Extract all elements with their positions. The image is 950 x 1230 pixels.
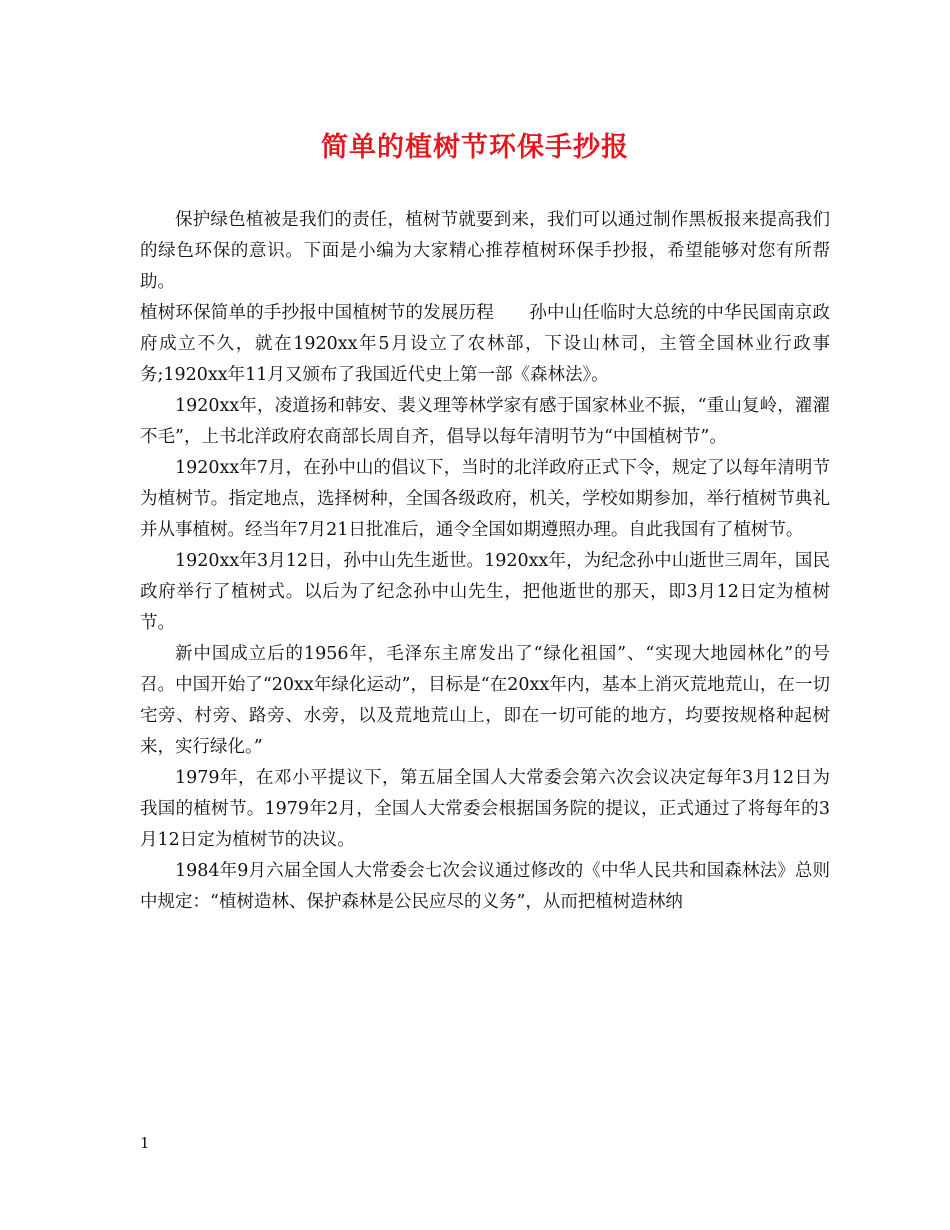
document-body — [140, 205, 830, 918]
paragraph: 1920xx年7月，在孙中山的倡议下，当时的北洋政府正式下令，规定了以每年清明节为植树节。指定地点，选择树种，全国各级政府，机关，学校如期参加，举行植树节典礼并从事植树。经当年7月21日批准后，通令全国如期遵照办理。自此我国有了植树节。 — [140, 458, 830, 540]
paragraph: 1979年，在邓小平提议下，第五届全国人大常委会第六次会议决定每年3月12日为我国的植树节。1979年2月，全国人大常委会根据国务院的提议，正式通过了将每年的3月12日定为植树节的决议。 — [140, 768, 830, 850]
paragraph: 植树环保简单的手抄报中国植树节的发展历程 孙中山任临时大总统的中华民国南京政府成立不久，就在1920xx年5月设立了农林部，下设山林司，主管全国林业行政事务;1920xx年11月又颁布了我国近代史上第一部《森林法》。 — [140, 303, 830, 385]
paragraph: 1984年9月六届全国人大常委会七次会议通过修改的《中华人民共和国森林法》总则中规定：“植树造林、保护森林是公民应尽的义务”，从而把植树造林纳 — [140, 861, 830, 912]
document-title: 简单的植树节环保手抄报 — [321, 132, 629, 163]
paragraph: 新中国成立后的1956年，毛泽东主席发出了“绿化祖国”、“实现大地园林化”的号召。中国开始了“20xx年绿化运动”，目标是“在20xx年内，基本上消灭荒地荒山，在一切宅旁、村旁、路旁、水旁，以及荒地荒山上，即在一切可能的地方，均要按规格种起树来，实行绿化。” — [140, 644, 830, 757]
paragraph: 1920xx年，凌道扬和韩安、裴义理等林学家有感于国家林业不振，“重山复岭，濯濯不毛”，上书北洋政府农商部长周自齐，倡导以每年清明节为“中国植树节”。 — [140, 396, 830, 447]
paragraph: 保护绿色植被是我们的责任，植树节就要到来，我们可以通过制作黑板报来提高我们的绿色环保的意识。下面是小编为大家精心推荐植树环保手抄报，希望能够对您有所帮助。 — [140, 210, 830, 292]
paragraph: 1920xx年3月12日，孙中山先生逝世。1920xx年，为纪念孙中山逝世三周年，国民政府举行了植树式。以后为了纪念孙中山先生，把他逝世的那天，即3月12日定为植树节。 — [140, 551, 830, 633]
page-number: 1 — [140, 1134, 150, 1152]
